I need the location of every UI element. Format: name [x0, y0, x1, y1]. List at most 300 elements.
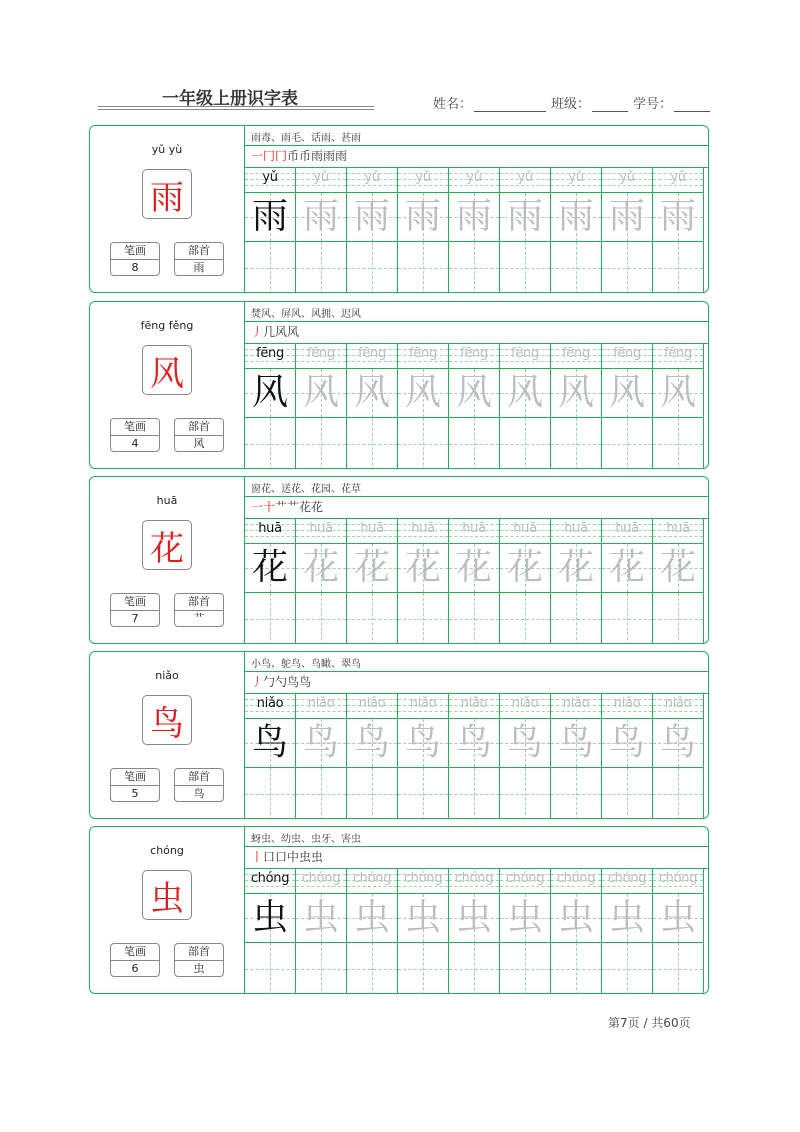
radical-box: [174, 768, 224, 802]
pinyin-writing-lines: [500, 868, 550, 892]
pinyin-writing-lines: [449, 693, 499, 717]
practice-cell[interactable]: [449, 518, 500, 644]
stroke-order-first: 丨: [251, 850, 264, 864]
trace-character: 花: [404, 547, 441, 588]
char-info-panel: [90, 827, 245, 993]
pinyin-writing-lines: [245, 343, 295, 367]
blank-writing-square[interactable]: [551, 417, 601, 469]
trace-pinyin: fēng: [511, 346, 539, 361]
blank-writing-square[interactable]: [245, 767, 295, 819]
practice-cell[interactable]: [500, 167, 551, 293]
stroke-count: 4: [131, 437, 139, 450]
practice-cell[interactable]: [347, 693, 398, 819]
stroke-order-rest: 艹艹花花: [275, 500, 324, 514]
stroke-count-label: 笔画: [111, 769, 159, 786]
character-writing-square[interactable]: [500, 368, 550, 417]
class-blank[interactable]: [592, 97, 628, 112]
trace-character: 鸟: [302, 722, 339, 763]
practice-cell[interactable]: [602, 693, 653, 819]
blank-writing-square[interactable]: [602, 417, 652, 469]
character-writing-square[interactable]: [347, 543, 397, 592]
blank-writing-square[interactable]: [398, 592, 448, 644]
pinyin-writing-lines: [449, 518, 499, 542]
radical-label: 部首: [175, 769, 223, 786]
trace-pinyin: yǔ: [619, 170, 635, 185]
radical-box: [174, 943, 224, 977]
trace-character: 风: [302, 372, 339, 413]
character-writing-square[interactable]: [398, 893, 448, 942]
blank-writing-square[interactable]: [398, 241, 448, 293]
blank-writing-square[interactable]: [347, 942, 397, 994]
pinyin-writing-lines: [398, 343, 448, 367]
blank-writing-square[interactable]: [347, 417, 397, 469]
pinyin-writing-lines: [653, 518, 703, 542]
blank-writing-square[interactable]: [347, 592, 397, 644]
trace-character: 虫: [608, 897, 645, 938]
practice-cell[interactable]: [602, 343, 653, 469]
practice-cell[interactable]: [551, 693, 602, 819]
pinyin-writing-lines: [347, 693, 397, 717]
id-field[interactable]: [633, 93, 710, 112]
name-blank[interactable]: [474, 97, 546, 112]
blank-writing-square[interactable]: [449, 417, 499, 469]
radical: 鸟: [193, 787, 205, 800]
practice-cell[interactable]: [551, 868, 602, 994]
pinyin-writing-lines: [296, 868, 346, 892]
trace-pinyin: yǔ: [466, 170, 482, 185]
trace-character: 雨: [404, 196, 441, 237]
practice-cell[interactable]: [296, 343, 347, 469]
practice-cell[interactable]: [347, 868, 398, 994]
stroke-count-label: 笔画: [111, 944, 159, 961]
trace-character: 花: [659, 547, 696, 588]
model-character: 虫: [251, 897, 288, 938]
character-writing-square[interactable]: [500, 718, 550, 767]
pinyin-writing-lines: [602, 518, 652, 542]
trace-character: 风: [506, 372, 543, 413]
practice-panel: [245, 652, 708, 818]
trace-character: 雨: [659, 196, 696, 237]
pinyin-writing-lines: [653, 167, 703, 191]
character-writing-square[interactable]: [245, 543, 295, 592]
blank-writing-square[interactable]: [653, 767, 703, 819]
trace-pinyin: niǎo: [409, 696, 437, 711]
radical-label: 部首: [175, 243, 223, 260]
pinyin-writing-lines: [602, 693, 652, 717]
blank-writing-square[interactable]: [500, 241, 550, 293]
blank-writing-square[interactable]: [551, 942, 601, 994]
trace-character: 虫: [404, 897, 441, 938]
class-field[interactable]: [551, 93, 628, 112]
trace-pinyin: fēng: [562, 346, 590, 361]
stroke-order: [251, 498, 323, 515]
character-writing-square[interactable]: [347, 718, 397, 767]
practice-panel: [245, 827, 708, 993]
trace-pinyin: fēng: [613, 346, 641, 361]
pinyin-writing-lines: [347, 868, 397, 892]
pinyin-writing-lines: [500, 167, 550, 191]
practice-cell[interactable]: [602, 167, 653, 293]
trace-character: 鸟: [659, 722, 696, 763]
trace-pinyin: chóng: [658, 871, 698, 886]
character-writing-square[interactable]: [602, 718, 652, 767]
trace-character: 花: [608, 547, 645, 588]
radical-box: [174, 418, 224, 452]
word-examples: 蚜虫、幼虫、虫牙、害虫: [251, 834, 361, 845]
trace-pinyin: huā: [360, 521, 384, 536]
character-writing-square[interactable]: [653, 368, 703, 417]
model-character: 鸟: [251, 722, 288, 763]
character-writing-square[interactable]: [449, 718, 499, 767]
blank-writing-square[interactable]: [500, 592, 550, 644]
trace-pinyin: huā: [411, 521, 435, 536]
blank-writing-square[interactable]: [551, 241, 601, 293]
stroke-order-row: [245, 321, 708, 344]
character-writing-square[interactable]: [602, 893, 652, 942]
stroke-count-label: 笔画: [111, 243, 159, 260]
pinyin-writing-lines: [653, 868, 703, 892]
blank-writing-square[interactable]: [398, 942, 448, 994]
pinyin-writing-lines: [296, 167, 346, 191]
blank-writing-square[interactable]: [296, 417, 346, 469]
pinyin-writing-lines: [551, 693, 601, 717]
word-examples: 雨毒、雨毛、话雨、甚雨: [251, 133, 361, 144]
pinyin-writing-lines: [602, 868, 652, 892]
practice-cell[interactable]: [500, 693, 551, 819]
blank-writing-square[interactable]: [602, 942, 652, 994]
practice-cell[interactable]: [449, 868, 500, 994]
trace-pinyin: yǔ: [670, 170, 686, 185]
id-blank[interactable]: [674, 97, 710, 112]
pinyin-writing-lines: [449, 167, 499, 191]
character-writing-square[interactable]: [653, 718, 703, 767]
blank-writing-square[interactable]: [449, 767, 499, 819]
blank-writing-square[interactable]: [449, 592, 499, 644]
trace-pinyin: niǎo: [358, 696, 386, 711]
practice-cell[interactable]: [653, 868, 704, 994]
practice-cell[interactable]: [245, 343, 296, 469]
char-card: [89, 125, 709, 293]
practice-cell[interactable]: [602, 518, 653, 644]
trace-pinyin: fēng: [307, 346, 335, 361]
pinyin-writing-lines: [500, 518, 550, 542]
name-label: 姓名：: [433, 97, 473, 112]
stroke-order-rest: 币币雨雨雨: [287, 149, 348, 163]
character-writing-square[interactable]: [449, 192, 499, 241]
practice-cell[interactable]: [296, 693, 347, 819]
blank-writing-square[interactable]: [653, 942, 703, 994]
practice-cell[interactable]: [398, 868, 449, 994]
stroke-count-box: [110, 768, 160, 802]
character-writing-square[interactable]: [296, 368, 346, 417]
practice-cell[interactable]: [449, 693, 500, 819]
blank-writing-square[interactable]: [602, 767, 652, 819]
title-rule: [98, 109, 374, 110]
pinyin-writing-lines: [551, 518, 601, 542]
blank-writing-square[interactable]: [500, 942, 550, 994]
char-pinyin: huā: [156, 494, 178, 507]
practice-cell[interactable]: [653, 518, 704, 644]
character-writing-square[interactable]: [296, 718, 346, 767]
practice-grid: [245, 868, 708, 993]
stroke-order: [251, 147, 347, 164]
trace-pinyin: chóng: [301, 871, 341, 886]
practice-cell[interactable]: [347, 167, 398, 293]
character-writing-square[interactable]: [398, 718, 448, 767]
character-writing-square[interactable]: [551, 543, 601, 592]
character-writing-square[interactable]: [245, 893, 295, 942]
practice-cell[interactable]: [296, 518, 347, 644]
practice-cell[interactable]: [653, 693, 704, 819]
character-writing-square[interactable]: [347, 368, 397, 417]
blank-writing-square[interactable]: [347, 767, 397, 819]
char-card: [89, 301, 709, 469]
blank-writing-square[interactable]: [245, 417, 295, 469]
character-writing-square[interactable]: [245, 192, 295, 241]
character-writing-square[interactable]: [500, 543, 550, 592]
character-writing-square[interactable]: [296, 893, 346, 942]
main-character: 鸟: [142, 695, 192, 745]
trace-character: 鸟: [557, 722, 594, 763]
stroke-order-row: [245, 671, 708, 694]
trace-pinyin: fēng: [358, 346, 386, 361]
character-writing-square[interactable]: [347, 192, 397, 241]
blank-writing-square[interactable]: [500, 767, 550, 819]
radical-box: [174, 593, 224, 627]
stroke-count: 8: [131, 261, 139, 274]
blank-writing-square[interactable]: [296, 942, 346, 994]
trace-pinyin: fēng: [664, 346, 692, 361]
practice-cell[interactable]: [551, 343, 602, 469]
practice-cell[interactable]: [449, 343, 500, 469]
trace-character: 花: [557, 547, 594, 588]
blank-writing-square[interactable]: [551, 592, 601, 644]
character-writing-square[interactable]: [551, 893, 601, 942]
stroke-order-rest: 口口中虫虫: [263, 850, 324, 864]
trace-pinyin: huā: [513, 521, 537, 536]
practice-cell[interactable]: [296, 868, 347, 994]
stroke-order-row: [245, 846, 708, 869]
character-writing-square[interactable]: [602, 543, 652, 592]
character-writing-square[interactable]: [398, 368, 448, 417]
practice-cell[interactable]: [500, 868, 551, 994]
main-character: 风: [142, 345, 192, 395]
pinyin-writing-lines: [245, 693, 295, 717]
practice-cell[interactable]: [245, 167, 296, 293]
title-rule: [98, 106, 374, 107]
stroke-order-first: 丿: [251, 325, 264, 339]
trace-character: 雨: [608, 196, 645, 237]
character-writing-square[interactable]: [347, 893, 397, 942]
character-writing-square[interactable]: [245, 368, 295, 417]
blank-writing-square[interactable]: [347, 241, 397, 293]
pinyin-writing-lines: [551, 868, 601, 892]
stroke-count-box: [110, 418, 160, 452]
blank-writing-square[interactable]: [653, 417, 703, 469]
radical: 风: [193, 437, 205, 450]
stroke-count: 5: [131, 787, 139, 800]
pinyin-writing-lines: [602, 167, 652, 191]
practice-cell[interactable]: [551, 518, 602, 644]
stroke-count-box: [110, 593, 160, 627]
character-writing-square[interactable]: [398, 543, 448, 592]
trace-character: 鸟: [506, 722, 543, 763]
trace-pinyin: chóng: [556, 871, 596, 886]
character-writing-square[interactable]: [296, 192, 346, 241]
blank-writing-square[interactable]: [653, 241, 703, 293]
trace-character: 风: [404, 372, 441, 413]
trace-pinyin: niǎo: [562, 696, 590, 711]
char-card: [89, 826, 709, 994]
practice-cell[interactable]: [653, 167, 704, 293]
practice-cell[interactable]: [398, 343, 449, 469]
char-info-panel: [90, 477, 245, 643]
char-card: [89, 651, 709, 819]
character-writing-square[interactable]: [653, 192, 703, 241]
trace-pinyin: huā: [309, 521, 333, 536]
trace-character: 雨: [455, 196, 492, 237]
pinyin-writing-lines: [551, 167, 601, 191]
trace-pinyin: huā: [564, 521, 588, 536]
pinyin-writing-lines: [500, 693, 550, 717]
character-writing-square[interactable]: [500, 192, 550, 241]
char-info-panel: [90, 652, 245, 818]
trace-character: 雨: [353, 196, 390, 237]
blank-writing-square[interactable]: [449, 942, 499, 994]
blank-writing-square[interactable]: [245, 241, 295, 293]
trace-character: 雨: [506, 196, 543, 237]
trace-character: 风: [353, 372, 390, 413]
radical-box: [174, 242, 224, 276]
blank-writing-square[interactable]: [551, 767, 601, 819]
character-writing-square[interactable]: [449, 368, 499, 417]
name-field[interactable]: [433, 93, 546, 112]
stroke-order: [251, 673, 311, 690]
blank-writing-square[interactable]: [602, 241, 652, 293]
practice-grid: [245, 167, 708, 292]
trace-character: 雨: [302, 196, 339, 237]
pinyin-writing-lines: [398, 868, 448, 892]
blank-writing-square[interactable]: [296, 592, 346, 644]
practice-cell[interactable]: [398, 167, 449, 293]
character-writing-square[interactable]: [449, 893, 499, 942]
word-examples: 焚风、屏风、风拥、迟风: [251, 309, 361, 320]
practice-cell[interactable]: [653, 343, 704, 469]
trace-pinyin: niǎo: [613, 696, 641, 711]
trace-character: 鸟: [455, 722, 492, 763]
model-character: 花: [251, 547, 288, 588]
practice-panel: [245, 302, 708, 468]
trace-character: 虫: [302, 897, 339, 938]
main-character: 花: [142, 520, 192, 570]
trace-character: 花: [302, 547, 339, 588]
char-pinyin: chóng: [150, 844, 184, 857]
practice-cell[interactable]: [500, 343, 551, 469]
pinyin-writing-lines: [449, 868, 499, 892]
char-info-panel: [90, 126, 245, 292]
practice-cell[interactable]: [398, 693, 449, 819]
practice-cell[interactable]: [500, 518, 551, 644]
practice-cell[interactable]: [602, 868, 653, 994]
practice-cell[interactable]: [551, 167, 602, 293]
blank-writing-square[interactable]: [398, 417, 448, 469]
stroke-count: 6: [131, 962, 139, 975]
character-writing-square[interactable]: [551, 192, 601, 241]
practice-cell[interactable]: [245, 518, 296, 644]
blank-writing-square[interactable]: [245, 942, 295, 994]
blank-writing-square[interactable]: [500, 417, 550, 469]
practice-cell[interactable]: [245, 693, 296, 819]
model-pinyin: fēng: [256, 346, 284, 361]
trace-pinyin: chóng: [607, 871, 647, 886]
practice-cell[interactable]: [449, 167, 500, 293]
blank-writing-square[interactable]: [449, 241, 499, 293]
word-examples: 窗花、送花、花园、花草: [251, 484, 361, 495]
trace-pinyin: niǎo: [664, 696, 692, 711]
blank-writing-square[interactable]: [296, 767, 346, 819]
character-writing-square[interactable]: [449, 543, 499, 592]
character-writing-square[interactable]: [551, 368, 601, 417]
trace-character: 鸟: [608, 722, 645, 763]
character-writing-square[interactable]: [602, 192, 652, 241]
pinyin-writing-lines: [398, 518, 448, 542]
page-footer: 第7页 / 共60页: [608, 1016, 691, 1030]
practice-cell[interactable]: [296, 167, 347, 293]
character-writing-square[interactable]: [653, 893, 703, 942]
pinyin-writing-lines: [245, 518, 295, 542]
character-writing-square[interactable]: [653, 543, 703, 592]
stroke-order-first: 一冂冂: [251, 149, 288, 163]
trace-character: 虫: [455, 897, 492, 938]
pinyin-writing-lines: [653, 343, 703, 367]
pinyin-writing-lines: [449, 343, 499, 367]
stroke-order: [251, 323, 299, 340]
trace-pinyin: chóng: [454, 871, 494, 886]
pinyin-writing-lines: [398, 167, 448, 191]
blank-writing-square[interactable]: [296, 241, 346, 293]
char-pinyin: yǔ yù: [151, 143, 183, 156]
blank-writing-square[interactable]: [653, 592, 703, 644]
trace-pinyin: chóng: [403, 871, 443, 886]
trace-character: 花: [455, 547, 492, 588]
practice-cell[interactable]: [347, 518, 398, 644]
trace-character: 虫: [353, 897, 390, 938]
trace-pinyin: yǔ: [364, 170, 380, 185]
main-character: 雨: [142, 169, 192, 219]
character-writing-square[interactable]: [551, 718, 601, 767]
character-writing-square[interactable]: [296, 543, 346, 592]
character-writing-square[interactable]: [398, 192, 448, 241]
blank-writing-square[interactable]: [245, 592, 295, 644]
trace-character: 风: [557, 372, 594, 413]
practice-cell[interactable]: [398, 518, 449, 644]
blank-writing-square[interactable]: [602, 592, 652, 644]
character-writing-square[interactable]: [602, 368, 652, 417]
pinyin-writing-lines: [653, 693, 703, 717]
trace-character: 虫: [659, 897, 696, 938]
stroke-order-row: [245, 145, 708, 168]
character-writing-square[interactable]: [245, 718, 295, 767]
practice-cell[interactable]: [347, 343, 398, 469]
character-writing-square[interactable]: [500, 893, 550, 942]
blank-writing-square[interactable]: [398, 767, 448, 819]
trace-character: 风: [455, 372, 492, 413]
trace-pinyin: huā: [666, 521, 690, 536]
practice-cell[interactable]: [245, 868, 296, 994]
radical: 虫: [193, 962, 205, 975]
radical: 艹: [193, 612, 205, 625]
trace-pinyin: niǎo: [307, 696, 335, 711]
